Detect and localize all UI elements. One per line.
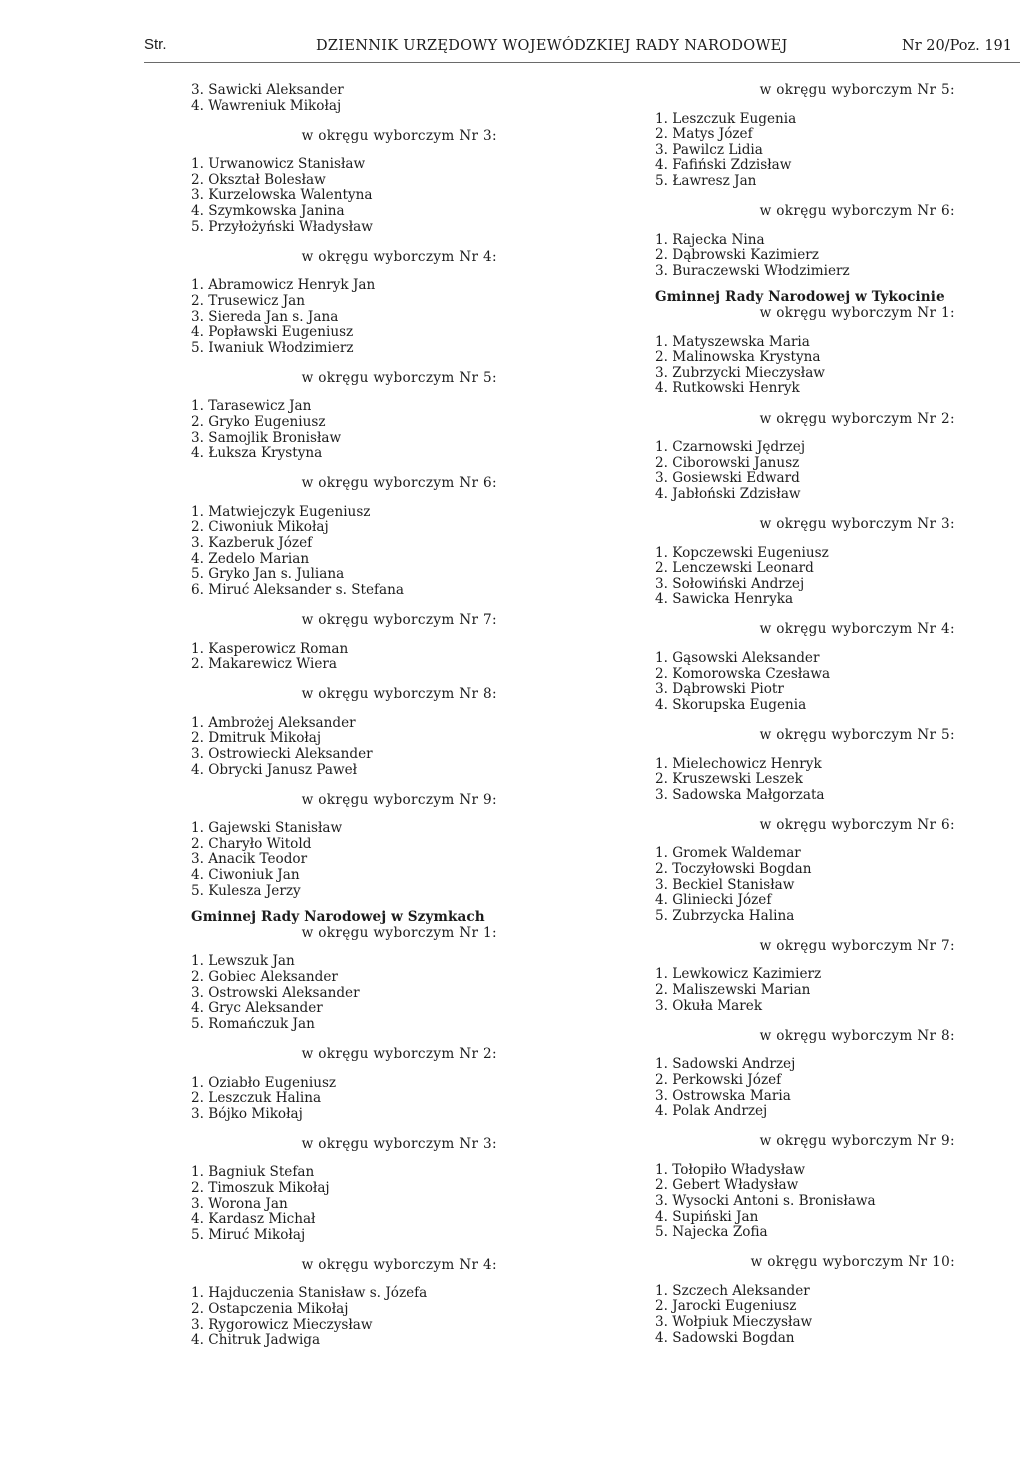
district-group [655, 83, 965, 190]
candidate-entry: 1. Rajecka Nina [655, 231, 765, 248]
district-group [191, 371, 511, 462]
candidate-entry: 3. Gosiewski Edward [655, 470, 800, 487]
district-heading: w okręgu wyborczym Nr 4: [301, 248, 497, 265]
candidate-entry: 4. Polak Andrzej [655, 1103, 768, 1120]
candidate-entry: 5. Najecka Zofia [655, 1224, 768, 1241]
candidate-entry: 3. Zubrzycki Mieczysław [655, 364, 825, 381]
candidate-entry: 4. Gliniecki Józef [655, 892, 772, 909]
district-heading: w okręgu wyborczym Nr 2: [759, 410, 955, 427]
district-heading: w okręgu wyborczym Nr 9: [301, 791, 497, 808]
candidate-entry: 2. Gobiec Aleksander [191, 969, 338, 986]
candidate-entry: 1. Leszczuk Eugenia [655, 110, 797, 127]
candidate-entry: 1. Gąsowski Aleksander [655, 650, 820, 667]
council-heading: Gminnej Rady Narodowej w Tykocinie [655, 289, 945, 306]
candidate-entry: 3. Siereda Jan s. Jana [191, 308, 339, 325]
candidate-entry: 1. Urwanowicz Stanisław [191, 156, 366, 173]
header-rule [144, 62, 1020, 63]
district-group [655, 290, 965, 397]
district-group [191, 910, 511, 1032]
candidate-entry: 2. Komorowska Czesława [655, 665, 831, 682]
district-heading: w okręgu wyborczym Nr 8: [759, 1027, 955, 1044]
candidate-entry: 1. Mielechowicz Henryk [655, 755, 822, 772]
candidate-entry: 3. Kazberuk Józef [191, 535, 313, 552]
district-group [191, 793, 511, 900]
candidate-entry: 3. Rygorowicz Mieczysław [191, 1316, 373, 1333]
candidate-entry: 5. Gryko Jan s. Juliana [191, 566, 345, 583]
candidate-entry: 2. Dmitruk Mikołaj [191, 730, 322, 747]
candidate-entry: 4. Jabłoński Zdzisław [655, 485, 801, 502]
district-heading: w okręgu wyborczym Nr 6: [301, 475, 497, 492]
candidate-entry: 4. Obrycki Janusz Paweł [191, 761, 358, 778]
district-heading: w okręgu wyborczym Nr 4: [759, 621, 955, 638]
candidate-entry: 4. Skorupska Eugenia [655, 696, 807, 713]
candidate-entry: 2. Ciwoniuk Mikołaj [191, 519, 329, 536]
candidate-entry: 3. Wołpiuk Mieczysław [655, 1314, 813, 1331]
candidate-entry: 1. Oziabło Eugeniusz [191, 1074, 337, 1091]
candidate-entry: 2. Toczyłowski Bogdan [655, 860, 812, 877]
district-group [655, 517, 965, 608]
candidate-entry: 1. Lewkowicz Kazimierz [655, 966, 822, 983]
candidate-entry: 5. Romańczuk Jan [191, 1015, 315, 1032]
district-group [655, 1029, 965, 1120]
candidate-entry: 3. Bójko Mikołaj [191, 1105, 303, 1122]
candidate-entry: 1. Tarasewicz Jan [191, 398, 312, 415]
district-heading: w okręgu wyborczym Nr 6: [759, 203, 955, 220]
candidate-entry: 2. Jarocki Eugeniusz [655, 1298, 797, 1315]
candidate-entry: 3. Ostrowiecki Aleksander [191, 746, 373, 762]
candidate-entry: 4. Łuksza Krystyna [191, 445, 323, 462]
candidate-entry: 6. Miruć Aleksander s. Stefana [191, 581, 405, 598]
candidate-entry: 3. Sadowska Małgorzata [655, 786, 825, 803]
candidate-entry: 4. Szymkowska Janina [191, 203, 345, 220]
district-group [191, 687, 511, 778]
candidate-entry: 3. Ostrowska Maria [655, 1087, 791, 1104]
candidate-entry: 3. Samojlik Bronisław [191, 429, 342, 446]
right-column [655, 83, 965, 1346]
candidate-entry: 4. Zedelo Marian [191, 550, 310, 567]
district-heading: w okręgu wyborczym Nr 3: [759, 515, 955, 532]
candidate-entry: 2. Charyło Witold [191, 835, 312, 852]
candidate-entry: 1. Sadowski Andrzej [655, 1056, 796, 1073]
district-group [191, 613, 511, 673]
candidate-entry: 5. Iwaniuk Włodzimierz [191, 339, 354, 356]
district-heading: w okręgu wyborczym Nr 8: [301, 686, 497, 703]
candidate-entry: 2. Gebert Władysław [655, 1177, 799, 1194]
candidate-entry: 2. Matys Józef [655, 126, 753, 143]
candidate-entry: 1. Kopczewski Eugeniusz [655, 544, 829, 561]
issue-number: Nr 20/Poz. 191 [902, 38, 1012, 54]
district-group [655, 939, 965, 1014]
district-heading: w okręgu wyborczym Nr 7: [301, 611, 497, 628]
candidate-entry: 3. Anacik Teodor [191, 851, 308, 868]
candidate-entry: 4. Sawicka Henryka [655, 591, 794, 608]
candidate-entry: 1. Gajewski Stanisław [191, 820, 343, 837]
candidate-entry: 3. Okuła Marek [655, 997, 763, 1014]
district-group [655, 818, 965, 925]
candidate-entry: 2. Dąbrowski Kazimierz [655, 247, 819, 264]
district-group [191, 250, 511, 357]
district-group [191, 1047, 511, 1122]
candidate-entry: 2. Trusewicz Jan [191, 292, 306, 309]
candidate-entry: 4. Rutkowski Henryk [655, 380, 800, 397]
candidate-entry: 4. Chitruk Jadwiga [191, 1332, 321, 1349]
candidate-entry: 1. Szczech Aleksander [655, 1282, 810, 1299]
candidate-entry: 4. Fafiński Zdzisław [655, 157, 792, 174]
candidate-entry: 1. Hajduczenia Stanisław s. Józefa [191, 1285, 428, 1302]
candidate-entry: 4. Kardasz Michał [191, 1211, 316, 1228]
district-group [191, 1258, 511, 1349]
candidate-entry: 5. Przyłożyński Władysław [191, 218, 373, 235]
district-heading: w okręgu wyborczym Nr 9: [759, 1133, 955, 1150]
candidate-entry: 1. Ambrożej Aleksander [191, 714, 356, 731]
district-group [655, 622, 965, 713]
journal-title: DZIENNIK URZĘDOWY WOJEWÓDZKIEJ RADY NARODOWEJ [316, 38, 788, 54]
candidate-entry: 3. Kurzelowska Walentyna [191, 187, 373, 204]
candidate-entry: 2. Perkowski Józef [655, 1071, 782, 1088]
district-heading: w okręgu wyborczym Nr 5: [759, 726, 955, 743]
candidate-entry: 1. Tołopiło Władysław [655, 1161, 806, 1178]
district-group [191, 129, 511, 236]
left-column [191, 83, 511, 1349]
candidate-entry: 3. Wysocki Antoni s. Bronisława [655, 1192, 876, 1209]
candidate-entry: 2. Leszczuk Halina [191, 1090, 322, 1107]
district-group [191, 1137, 511, 1244]
candidate-entry: 2. Gryko Eugeniusz [191, 414, 326, 430]
candidate-entry: 2. Kruszewski Leszek [655, 771, 803, 788]
candidate-entry: 4. Sadowski Bogdan [655, 1329, 795, 1346]
district-heading: w okręgu wyborczym Nr 4: [301, 1256, 497, 1273]
district-group [655, 412, 965, 503]
candidate-entry: 1. Lewszuk Jan [191, 953, 295, 970]
candidate-entry: 5. Zubrzycka Halina [655, 907, 795, 924]
district-heading: w okręgu wyborczym Nr 2: [301, 1045, 497, 1062]
candidate-entry: 3. Dąbrowski Piotr [655, 681, 784, 698]
candidate-entry: 1. Kasperowicz Roman [191, 640, 349, 657]
page-label: Str. [144, 36, 167, 53]
district-heading: w okręgu wyborczym Nr 5: [301, 369, 497, 386]
candidate-entry: 4. Supiński Jan [655, 1208, 759, 1225]
district-heading: w okręgu wyborczym Nr 3: [301, 1135, 497, 1152]
district-heading: w okręgu wyborczym Nr 7: [759, 937, 955, 954]
candidate-entry: 2. Timoszuk Mikołaj [191, 1179, 330, 1196]
candidate-entry: 2. Malinowska Krystyna [655, 349, 821, 366]
candidate-entry: 1. Abramowicz Henryk Jan [191, 277, 376, 294]
district-group [191, 83, 511, 114]
candidate-entry: 2. Makarewicz Wiera [191, 656, 338, 673]
candidate-entry: 3. Worona Jan [191, 1195, 288, 1212]
candidate-entry: 5. Kulesza Jerzy [191, 882, 301, 899]
candidate-entry: 5. Miruć Mikołaj [191, 1226, 306, 1243]
district-group [655, 204, 965, 279]
candidate-entry: 5. Ławresz Jan [655, 172, 757, 189]
candidate-entry: 1. Gromek Waldemar [655, 845, 801, 862]
candidate-entry: 1. Bagniuk Stefan [191, 1164, 315, 1181]
candidate-entry: 4. Gryc Aleksander [191, 1000, 323, 1017]
candidate-entry: 2. Okształ Bolesław [191, 171, 326, 188]
district-group [655, 1134, 965, 1241]
candidate-entry: 3. Beckiel Stanisław [655, 876, 795, 893]
district-heading: w okręgu wyborczym Nr 1: [759, 305, 955, 322]
candidate-entry: 2. Maliszewski Marian [655, 982, 811, 999]
candidate-entry: 3. Ostrowski Aleksander [191, 984, 360, 1001]
candidate-entry: 4. Wawreniuk Mikołaj [191, 97, 342, 114]
candidate-entry: 3. Sawicki Aleksander [191, 82, 344, 98]
candidate-entry: 2. Ciborowski Janusz [655, 454, 800, 471]
candidate-entry: 1. Czarnowski Jędrzej [655, 439, 806, 456]
district-group [655, 728, 965, 803]
candidate-entry: 3. Pawilcz Lidia [655, 141, 763, 158]
candidate-entry: 3. Buraczewski Włodzimierz [655, 262, 850, 279]
district-heading: w okręgu wyborczym Nr 5: [759, 82, 955, 98]
candidate-entry: 4. Popławski Eugeniusz [191, 324, 354, 341]
district-heading: w okręgu wyborczym Nr 6: [759, 816, 955, 833]
candidate-entry: 2. Ostapczenia Mikołaj [191, 1301, 349, 1318]
candidate-entry: 1. Matyszewska Maria [655, 333, 810, 350]
district-group [191, 476, 511, 598]
district-group [655, 1255, 965, 1346]
candidate-entry: 2. Lenczewski Leonard [655, 560, 814, 577]
council-heading: Gminnej Rady Narodowej w Szymkach [191, 909, 485, 926]
district-heading: w okręgu wyborczym Nr 1: [301, 924, 497, 941]
candidate-entry: 4. Ciwoniuk Jan [191, 867, 300, 884]
candidate-entry: 1. Matwiejczyk Eugeniusz [191, 503, 371, 520]
candidate-entry: 3. Sołowiński Andrzej [655, 575, 805, 592]
district-heading: w okręgu wyborczym Nr 3: [301, 127, 497, 144]
district-heading: w okręgu wyborczym Nr 10: [750, 1254, 955, 1271]
